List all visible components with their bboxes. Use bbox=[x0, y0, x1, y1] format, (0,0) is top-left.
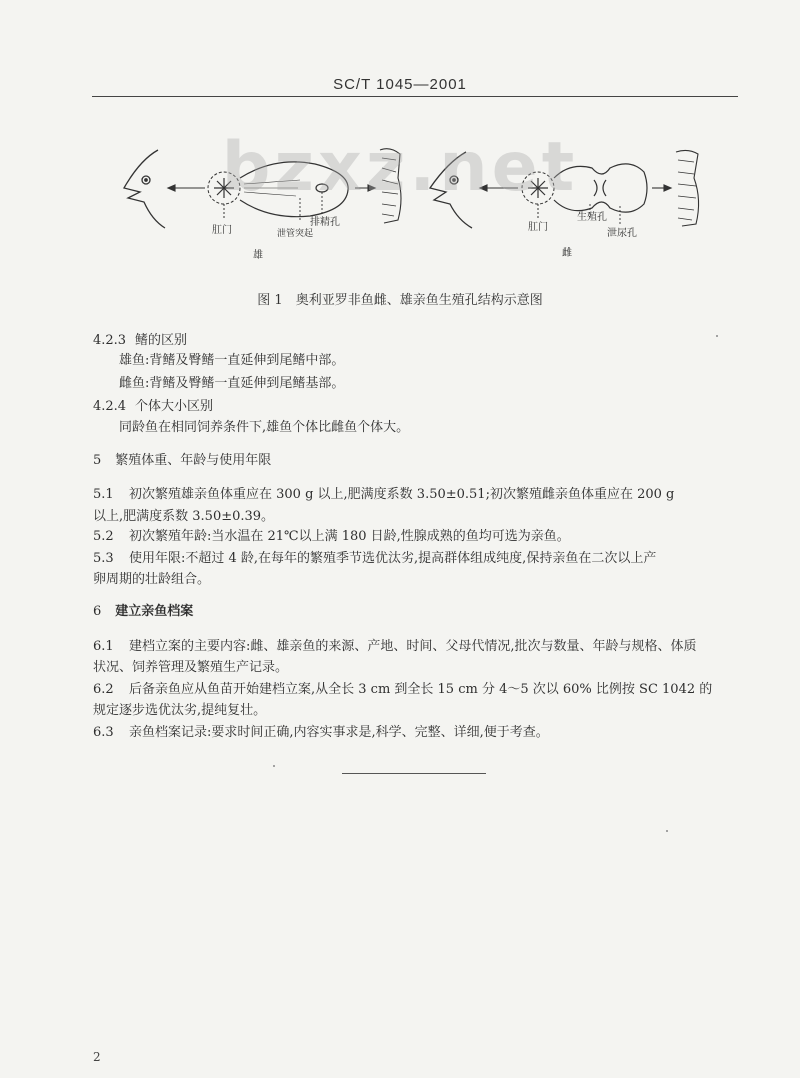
male-genital-papilla-drawing bbox=[240, 162, 348, 220]
scan-speck bbox=[666, 830, 668, 832]
male-arrow-left bbox=[168, 185, 205, 191]
paragraph-line: 规定逐步选优汰劣,提纯复壮。 bbox=[93, 703, 267, 718]
paragraph-line: 以上,肥满度系数 3.50±0.39。 bbox=[93, 509, 275, 524]
heading-number: 4.2.3 bbox=[93, 333, 127, 348]
female-urinary-label: 泄尿孔 bbox=[607, 228, 637, 239]
male-anus-label: 肛门 bbox=[212, 225, 232, 236]
clause-number: 6.3 bbox=[93, 725, 114, 740]
paragraph-6-3 bbox=[93, 723, 549, 743]
paragraph-line: 卵周期的壮龄组合。 bbox=[93, 572, 211, 587]
paragraph-6-2-line1 bbox=[93, 680, 712, 700]
heading-number: 6 bbox=[93, 604, 102, 619]
male-fish-head-drawing bbox=[124, 150, 165, 228]
male-label: 雄 bbox=[253, 250, 263, 261]
clause-number: 5.1 bbox=[93, 487, 114, 502]
figure-caption: 图 1 奥利亚罗非鱼雌、雄亲鱼生殖孔结构示意图 bbox=[257, 293, 543, 308]
heading-title: 鳍的区别 bbox=[135, 333, 188, 348]
watermark: bzxz.net bbox=[221, 128, 579, 207]
clause-text: 初次繁殖年龄:当水温在 21℃以上满 180 日龄,性腺成熟的鱼均可选为亲鱼。 bbox=[129, 529, 570, 544]
heading-title: 繁殖体重、年龄与使用年限 bbox=[115, 453, 272, 468]
clause-number: 5.3 bbox=[93, 551, 114, 566]
female-arrow-right bbox=[652, 185, 671, 191]
clause-text: 初次繁殖雄亲鱼体重应在 300 g 以上,肥满度系数 3.50±0.51;初次繁殖雌亲鱼体重应在 200 g bbox=[129, 487, 675, 502]
scan-speck bbox=[273, 765, 275, 767]
fish-genital-pore-figure bbox=[110, 128, 730, 278]
page-number: 2 bbox=[93, 1050, 101, 1064]
heading-title: 个体大小区别 bbox=[135, 399, 214, 414]
heading-6 bbox=[93, 602, 193, 622]
heading-number: 5 bbox=[93, 453, 102, 468]
female-anus-drawing bbox=[522, 172, 554, 220]
clause-number: 6.2 bbox=[93, 682, 114, 697]
header-rule bbox=[92, 96, 738, 97]
paragraph-line: 同龄鱼在相同饲养条件下,雄鱼个体比雌鱼个体大。 bbox=[119, 420, 410, 435]
clause-text: 建档立案的主要内容:雌、雄亲鱼的来源、产地、时间、父母代情况,批次与数量、年龄与规格、体质 bbox=[129, 639, 697, 654]
paragraph-line: 雄鱼:背鳍及臀鳍一直延伸到尾鳍中部。 bbox=[119, 353, 345, 368]
female-label: 雌 bbox=[562, 248, 572, 259]
clause-text: 使用年限:不超过 4 龄,在每年的繁殖季节选优汰劣,提高群体组成纯度,保持亲鱼在二次以上产 bbox=[129, 551, 657, 566]
paragraph-6-1-line1 bbox=[93, 637, 697, 657]
heading-title: 建立亲鱼档案 bbox=[115, 604, 194, 619]
paragraph-5-2 bbox=[93, 527, 570, 547]
paragraph-5-3-line1 bbox=[93, 549, 656, 569]
heading-number: 4.2.4 bbox=[93, 399, 127, 414]
paragraph-5-1-line1 bbox=[93, 485, 674, 505]
scan-speck bbox=[716, 335, 718, 337]
heading-4-2-4 bbox=[93, 397, 213, 417]
paragraph-line: 雌鱼:背鳍及臀鳍一直延伸到尾鳍基部。 bbox=[119, 376, 345, 391]
paragraph-line: 状况、饲养管理及繁殖生产记录。 bbox=[93, 660, 289, 675]
female-fish-head-drawing bbox=[430, 152, 472, 228]
male-arrow-right bbox=[355, 185, 375, 191]
heading-5 bbox=[93, 451, 271, 471]
female-tail-fin-drawing bbox=[676, 150, 699, 226]
female-arrow-left bbox=[480, 185, 518, 191]
clause-number: 5.2 bbox=[93, 529, 114, 544]
male-hole-label: 排精孔 bbox=[310, 217, 340, 228]
male-urogenital-label: 泄管突起 bbox=[276, 229, 314, 239]
female-genital-label: 生殖孔 bbox=[577, 212, 607, 223]
clause-text: 后备亲鱼应从鱼苗开始建档立案,从全长 3 cm 到全长 15 cm 分 4～5 次以 60% 比例按 SC 1042 的 bbox=[129, 682, 713, 697]
standard-code-header: SC/T 1045—2001 bbox=[333, 76, 467, 93]
heading-4-2-3 bbox=[93, 331, 187, 351]
clause-number: 6.1 bbox=[93, 639, 114, 654]
male-anus-drawing bbox=[208, 172, 240, 220]
male-tail-fin-drawing bbox=[380, 149, 401, 223]
clause-text: 亲鱼档案记录:要求时间正确,内容实事求是,科学、完整、详细,便于考查。 bbox=[129, 725, 549, 740]
end-rule bbox=[342, 773, 486, 774]
female-anus-label: 肛门 bbox=[528, 222, 548, 233]
